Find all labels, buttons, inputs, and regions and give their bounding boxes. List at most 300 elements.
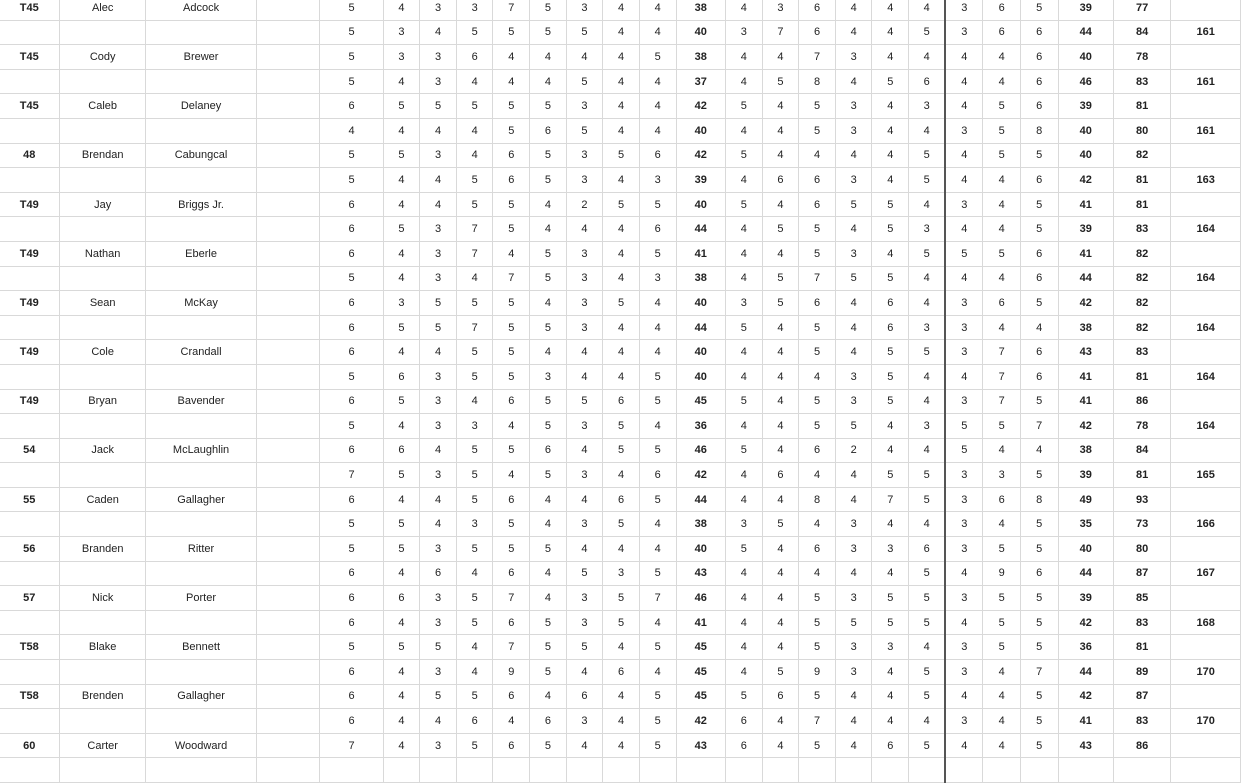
back-nine-total[interactable]: 44 (1058, 20, 1113, 45)
hole-16-score[interactable]: 3 (945, 0, 983, 20)
hole-12-score[interactable]: 8 (799, 69, 836, 94)
empty-cell[interactable] (257, 291, 320, 316)
hole-12-score[interactable]: 5 (799, 610, 836, 635)
hole-6-score[interactable]: 4 (530, 217, 567, 242)
hole-15-score[interactable]: 3 (909, 94, 946, 119)
front-nine-total[interactable]: 42 (676, 143, 726, 168)
tournament-total[interactable]: 164 (1171, 315, 1241, 340)
hole-3-score[interactable]: 3 (420, 217, 457, 242)
tournament-total[interactable] (1171, 45, 1241, 70)
hole-14-score[interactable]: 4 (872, 94, 909, 119)
hole-5-score[interactable] (493, 758, 530, 783)
front-nine-total[interactable]: 46 (676, 586, 726, 611)
hole-15-score[interactable]: 5 (909, 241, 946, 266)
hole-12-score[interactable]: 4 (799, 143, 836, 168)
back-nine-total[interactable]: 39 (1058, 94, 1113, 119)
hole-18-score[interactable]: 5 (1020, 463, 1058, 488)
hole-3-score[interactable]: 3 (420, 364, 457, 389)
tournament-total[interactable]: 166 (1171, 512, 1241, 537)
first-name-cell[interactable]: Jay (60, 192, 145, 217)
hole-8-score[interactable] (603, 758, 640, 783)
last-name-cell[interactable]: Bennett (145, 635, 256, 660)
empty-cell[interactable] (257, 438, 320, 463)
hole-18-score[interactable]: 5 (1020, 610, 1058, 635)
hole-2-score[interactable]: 4 (383, 487, 420, 512)
hole-18-score[interactable]: 5 (1020, 291, 1058, 316)
hole-6-score[interactable]: 5 (530, 94, 567, 119)
hole-13-score[interactable]: 3 (835, 118, 872, 143)
hole-4-score[interactable]: 5 (456, 291, 493, 316)
round-total[interactable]: 83 (1113, 610, 1170, 635)
hole-1-score[interactable]: 5 (320, 69, 383, 94)
front-nine-total[interactable]: 40 (676, 291, 726, 316)
hole-4-score[interactable]: 3 (456, 0, 493, 20)
hole-13-score[interactable]: 4 (835, 684, 872, 709)
hole-8-score[interactable]: 5 (603, 512, 640, 537)
first-name-cell[interactable]: Nick (60, 586, 145, 611)
hole-4-score[interactable]: 5 (456, 610, 493, 635)
last-name-cell[interactable] (145, 709, 256, 734)
hole-7-score[interactable]: 3 (566, 266, 603, 291)
hole-7-score[interactable]: 3 (566, 610, 603, 635)
front-nine-total[interactable]: 45 (676, 660, 726, 685)
position-cell[interactable] (0, 758, 60, 783)
hole-2-score[interactable]: 4 (383, 340, 420, 365)
position-cell[interactable]: T45 (0, 0, 60, 20)
hole-11-score[interactable]: 4 (762, 94, 799, 119)
hole-13-score[interactable]: 4 (835, 69, 872, 94)
hole-3-score[interactable]: 5 (420, 315, 457, 340)
hole-16-score[interactable]: 4 (945, 168, 983, 193)
hole-1-score[interactable]: 5 (320, 20, 383, 45)
hole-2-score[interactable]: 5 (383, 463, 420, 488)
hole-3-score[interactable]: 3 (420, 586, 457, 611)
first-name-cell[interactable]: Branden (60, 537, 145, 562)
hole-8-score[interactable]: 4 (603, 537, 640, 562)
first-name-cell[interactable] (60, 660, 145, 685)
front-nine-total[interactable]: 42 (676, 94, 726, 119)
hole-18-score[interactable]: 5 (1020, 586, 1058, 611)
hole-15-score[interactable]: 4 (909, 512, 946, 537)
hole-10-score[interactable]: 5 (726, 537, 763, 562)
round-total[interactable]: 82 (1113, 143, 1170, 168)
hole-1-score[interactable]: 6 (320, 340, 383, 365)
hole-1-score[interactable]: 5 (320, 143, 383, 168)
hole-13-score[interactable]: 2 (835, 438, 872, 463)
last-name-cell[interactable]: Woodward (145, 733, 256, 758)
hole-9-score[interactable]: 5 (639, 709, 676, 734)
hole-16-score[interactable]: 4 (945, 143, 983, 168)
front-nine-total[interactable]: 37 (676, 69, 726, 94)
last-name-cell[interactable] (145, 660, 256, 685)
hole-1-score[interactable]: 5 (320, 266, 383, 291)
empty-cell[interactable] (257, 389, 320, 414)
hole-17-score[interactable] (983, 758, 1021, 783)
hole-4-score[interactable]: 6 (456, 45, 493, 70)
position-cell[interactable] (0, 463, 60, 488)
hole-10-score[interactable]: 5 (726, 192, 763, 217)
hole-11-score[interactable]: 4 (762, 610, 799, 635)
hole-3-score[interactable]: 3 (420, 69, 457, 94)
last-name-cell[interactable] (145, 561, 256, 586)
hole-9-score[interactable]: 4 (639, 20, 676, 45)
hole-11-score[interactable]: 4 (762, 118, 799, 143)
first-name-cell[interactable] (60, 20, 145, 45)
tournament-total[interactable] (1171, 241, 1241, 266)
hole-6-score[interactable]: 5 (530, 610, 567, 635)
first-name-cell[interactable]: Nathan (60, 241, 145, 266)
hole-13-score[interactable]: 3 (835, 660, 872, 685)
hole-9-score[interactable]: 4 (639, 118, 676, 143)
position-cell[interactable] (0, 414, 60, 439)
empty-cell[interactable] (257, 94, 320, 119)
tournament-total[interactable] (1171, 143, 1241, 168)
empty-cell[interactable] (257, 733, 320, 758)
hole-14-score[interactable]: 5 (872, 610, 909, 635)
hole-12-score[interactable]: 6 (799, 168, 836, 193)
hole-5-score[interactable]: 5 (493, 291, 530, 316)
hole-13-score[interactable]: 3 (835, 241, 872, 266)
hole-18-score[interactable]: 6 (1020, 561, 1058, 586)
hole-16-score[interactable]: 3 (945, 586, 983, 611)
hole-7-score[interactable]: 5 (566, 118, 603, 143)
front-nine-total[interactable]: 40 (676, 192, 726, 217)
hole-10-score[interactable]: 4 (726, 266, 763, 291)
hole-8-score[interactable]: 4 (603, 118, 640, 143)
hole-1-score[interactable]: 6 (320, 561, 383, 586)
hole-11-score[interactable]: 5 (762, 266, 799, 291)
hole-11-score[interactable]: 5 (762, 69, 799, 94)
last-name-cell[interactable] (145, 364, 256, 389)
hole-10-score[interactable]: 5 (726, 389, 763, 414)
hole-2-score[interactable]: 5 (383, 143, 420, 168)
hole-8-score[interactable]: 6 (603, 660, 640, 685)
hole-15-score[interactable]: 5 (909, 143, 946, 168)
hole-4-score[interactable]: 5 (456, 537, 493, 562)
hole-16-score[interactable]: 4 (945, 610, 983, 635)
empty-cell[interactable] (257, 0, 320, 20)
hole-12-score[interactable]: 5 (799, 586, 836, 611)
hole-18-score[interactable]: 5 (1020, 684, 1058, 709)
front-nine-total[interactable]: 44 (676, 217, 726, 242)
hole-4-score[interactable]: 4 (456, 266, 493, 291)
hole-1-score[interactable]: 5 (320, 537, 383, 562)
empty-cell[interactable] (257, 487, 320, 512)
round-total[interactable]: 81 (1113, 364, 1170, 389)
hole-18-score[interactable]: 4 (1020, 438, 1058, 463)
last-name-cell[interactable]: Gallagher (145, 684, 256, 709)
hole-6-score[interactable]: 6 (530, 118, 567, 143)
position-cell[interactable] (0, 709, 60, 734)
hole-12-score[interactable]: 6 (799, 291, 836, 316)
hole-14-score[interactable] (872, 758, 909, 783)
hole-11-score[interactable]: 4 (762, 389, 799, 414)
empty-cell[interactable] (257, 758, 320, 783)
hole-9-score[interactable]: 4 (639, 414, 676, 439)
front-nine-total[interactable]: 40 (676, 20, 726, 45)
back-nine-total[interactable]: 40 (1058, 143, 1113, 168)
hole-7-score[interactable]: 4 (566, 537, 603, 562)
hole-13-score[interactable]: 4 (835, 315, 872, 340)
round-total[interactable]: 78 (1113, 414, 1170, 439)
hole-18-score[interactable]: 5 (1020, 512, 1058, 537)
hole-16-score[interactable]: 3 (945, 315, 983, 340)
hole-6-score[interactable]: 4 (530, 561, 567, 586)
round-total[interactable]: 81 (1113, 192, 1170, 217)
hole-9-score[interactable]: 5 (639, 192, 676, 217)
hole-6-score[interactable]: 4 (530, 45, 567, 70)
front-nine-total[interactable]: 40 (676, 118, 726, 143)
hole-13-score[interactable]: 4 (835, 217, 872, 242)
hole-12-score[interactable]: 9 (799, 660, 836, 685)
position-cell[interactable]: 55 (0, 487, 60, 512)
empty-cell[interactable] (257, 266, 320, 291)
hole-7-score[interactable]: 3 (566, 315, 603, 340)
hole-16-score[interactable]: 5 (945, 241, 983, 266)
front-nine-total[interactable]: 40 (676, 364, 726, 389)
hole-2-score[interactable]: 3 (383, 45, 420, 70)
hole-6-score[interactable]: 5 (530, 389, 567, 414)
hole-7-score[interactable]: 3 (566, 241, 603, 266)
last-name-cell[interactable]: Cabungcal (145, 143, 256, 168)
hole-2-score[interactable]: 4 (383, 660, 420, 685)
front-nine-total[interactable]: 46 (676, 438, 726, 463)
tournament-total[interactable]: 164 (1171, 364, 1241, 389)
hole-13-score[interactable]: 4 (835, 340, 872, 365)
hole-9-score[interactable]: 5 (639, 635, 676, 660)
hole-1-score[interactable]: 6 (320, 438, 383, 463)
hole-7-score[interactable]: 3 (566, 414, 603, 439)
tournament-total[interactable] (1171, 192, 1241, 217)
position-cell[interactable] (0, 364, 60, 389)
front-nine-total[interactable]: 43 (676, 733, 726, 758)
back-nine-total[interactable]: 38 (1058, 315, 1113, 340)
hole-16-score[interactable]: 3 (945, 512, 983, 537)
hole-13-score[interactable]: 3 (835, 168, 872, 193)
round-total[interactable]: 82 (1113, 241, 1170, 266)
hole-15-score[interactable]: 6 (909, 537, 946, 562)
hole-9-score[interactable]: 5 (639, 684, 676, 709)
empty-cell[interactable] (257, 315, 320, 340)
hole-7-score[interactable]: 3 (566, 94, 603, 119)
round-total[interactable]: 87 (1113, 561, 1170, 586)
first-name-cell[interactable]: Caleb (60, 94, 145, 119)
tournament-total[interactable] (1171, 733, 1241, 758)
hole-9-score[interactable]: 5 (639, 733, 676, 758)
hole-12-score[interactable]: 7 (799, 45, 836, 70)
hole-9-score[interactable]: 5 (639, 241, 676, 266)
round-total[interactable]: 83 (1113, 217, 1170, 242)
last-name-cell[interactable]: Gallagher (145, 487, 256, 512)
hole-11-score[interactable]: 4 (762, 241, 799, 266)
front-nine-total[interactable]: 45 (676, 684, 726, 709)
hole-1-score[interactable]: 5 (320, 512, 383, 537)
hole-6-score[interactable]: 4 (530, 192, 567, 217)
last-name-cell[interactable] (145, 758, 256, 783)
hole-4-score[interactable]: 4 (456, 635, 493, 660)
front-nine-total[interactable]: 38 (676, 512, 726, 537)
empty-cell[interactable] (257, 537, 320, 562)
first-name-cell[interactable]: Brendan (60, 143, 145, 168)
hole-7-score[interactable]: 3 (566, 291, 603, 316)
hole-18-score[interactable]: 6 (1020, 364, 1058, 389)
hole-8-score[interactable]: 5 (603, 143, 640, 168)
hole-8-score[interactable]: 4 (603, 0, 640, 20)
hole-16-score[interactable]: 3 (945, 389, 983, 414)
hole-17-score[interactable]: 5 (983, 118, 1021, 143)
position-cell[interactable] (0, 660, 60, 685)
back-nine-total[interactable]: 42 (1058, 168, 1113, 193)
hole-2-score[interactable]: 4 (383, 69, 420, 94)
hole-4-score[interactable]: 4 (456, 389, 493, 414)
hole-17-score[interactable]: 7 (983, 340, 1021, 365)
hole-18-score[interactable]: 6 (1020, 241, 1058, 266)
hole-3-score[interactable]: 3 (420, 660, 457, 685)
position-cell[interactable] (0, 69, 60, 94)
last-name-cell[interactable] (145, 217, 256, 242)
front-nine-total[interactable]: 45 (676, 635, 726, 660)
hole-9-score[interactable]: 5 (639, 364, 676, 389)
hole-12-score[interactable]: 5 (799, 684, 836, 709)
hole-10-score[interactable] (726, 758, 763, 783)
hole-13-score[interactable]: 3 (835, 45, 872, 70)
hole-4-score[interactable]: 5 (456, 487, 493, 512)
hole-16-score[interactable]: 4 (945, 561, 983, 586)
hole-6-score[interactable]: 4 (530, 291, 567, 316)
hole-5-score[interactable]: 5 (493, 217, 530, 242)
hole-4-score[interactable]: 3 (456, 512, 493, 537)
hole-11-score[interactable]: 4 (762, 192, 799, 217)
position-cell[interactable]: T49 (0, 241, 60, 266)
front-nine-total[interactable]: 42 (676, 709, 726, 734)
hole-1-score[interactable]: 6 (320, 192, 383, 217)
hole-12-score[interactable]: 5 (799, 118, 836, 143)
hole-11-score[interactable]: 4 (762, 709, 799, 734)
hole-4-score[interactable]: 6 (456, 709, 493, 734)
hole-9-score[interactable]: 4 (639, 0, 676, 20)
hole-14-score[interactable]: 3 (872, 537, 909, 562)
hole-11-score[interactable]: 4 (762, 340, 799, 365)
hole-10-score[interactable]: 4 (726, 610, 763, 635)
back-nine-total[interactable]: 42 (1058, 610, 1113, 635)
hole-4-score[interactable] (456, 758, 493, 783)
hole-18-score[interactable]: 5 (1020, 217, 1058, 242)
hole-10-score[interactable]: 3 (726, 20, 763, 45)
hole-18-score[interactable]: 5 (1020, 635, 1058, 660)
tournament-total[interactable] (1171, 340, 1241, 365)
first-name-cell[interactable] (60, 69, 145, 94)
hole-2-score[interactable]: 5 (383, 389, 420, 414)
hole-7-score[interactable]: 2 (566, 192, 603, 217)
hole-12-score[interactable]: 6 (799, 192, 836, 217)
back-nine-total[interactable]: 46 (1058, 69, 1113, 94)
hole-13-score[interactable]: 4 (835, 561, 872, 586)
back-nine-total[interactable]: 40 (1058, 45, 1113, 70)
position-cell[interactable] (0, 610, 60, 635)
hole-8-score[interactable]: 4 (603, 241, 640, 266)
hole-16-score[interactable]: 4 (945, 266, 983, 291)
hole-5-score[interactable]: 6 (493, 168, 530, 193)
hole-8-score[interactable]: 4 (603, 20, 640, 45)
hole-11-score[interactable]: 5 (762, 512, 799, 537)
hole-6-score[interactable]: 5 (530, 266, 567, 291)
empty-cell[interactable] (257, 684, 320, 709)
hole-8-score[interactable]: 6 (603, 487, 640, 512)
hole-17-score[interactable]: 4 (983, 69, 1021, 94)
round-total[interactable]: 81 (1113, 635, 1170, 660)
hole-6-score[interactable]: 5 (530, 463, 567, 488)
hole-12-score[interactable]: 5 (799, 414, 836, 439)
round-total[interactable]: 73 (1113, 512, 1170, 537)
hole-3-score[interactable] (420, 758, 457, 783)
hole-17-score[interactable]: 4 (983, 709, 1021, 734)
hole-10-score[interactable]: 4 (726, 340, 763, 365)
hole-2-score[interactable]: 6 (383, 364, 420, 389)
hole-9-score[interactable]: 5 (639, 487, 676, 512)
empty-cell[interactable] (257, 414, 320, 439)
hole-7-score[interactable]: 5 (566, 69, 603, 94)
hole-10-score[interactable]: 5 (726, 315, 763, 340)
hole-2-score[interactable]: 4 (383, 414, 420, 439)
hole-11-score[interactable]: 4 (762, 315, 799, 340)
empty-cell[interactable] (257, 364, 320, 389)
last-name-cell[interactable] (145, 69, 256, 94)
hole-17-score[interactable]: 7 (983, 389, 1021, 414)
hole-14-score[interactable]: 7 (872, 487, 909, 512)
hole-12-score[interactable]: 4 (799, 561, 836, 586)
position-cell[interactable]: 60 (0, 733, 60, 758)
hole-8-score[interactable]: 4 (603, 69, 640, 94)
hole-6-score[interactable]: 5 (530, 168, 567, 193)
empty-cell[interactable] (257, 660, 320, 685)
hole-14-score[interactable]: 6 (872, 733, 909, 758)
tournament-total[interactable]: 161 (1171, 69, 1241, 94)
hole-4-score[interactable]: 4 (456, 69, 493, 94)
hole-4-score[interactable]: 3 (456, 414, 493, 439)
hole-2-score[interactable] (383, 758, 420, 783)
front-nine-total[interactable]: 44 (676, 315, 726, 340)
tournament-total[interactable] (1171, 94, 1241, 119)
round-total[interactable]: 80 (1113, 118, 1170, 143)
hole-8-score[interactable]: 5 (603, 586, 640, 611)
hole-6-score[interactable]: 5 (530, 537, 567, 562)
hole-13-score[interactable]: 3 (835, 586, 872, 611)
hole-9-score[interactable]: 4 (639, 660, 676, 685)
hole-1-score[interactable] (320, 758, 383, 783)
hole-15-score[interactable]: 4 (909, 45, 946, 70)
hole-3-score[interactable]: 4 (420, 512, 457, 537)
hole-17-score[interactable]: 4 (983, 438, 1021, 463)
hole-14-score[interactable]: 4 (872, 709, 909, 734)
empty-cell[interactable] (257, 635, 320, 660)
front-nine-total[interactable]: 41 (676, 610, 726, 635)
hole-3-score[interactable]: 3 (420, 733, 457, 758)
hole-7-score[interactable]: 5 (566, 20, 603, 45)
hole-4-score[interactable]: 4 (456, 561, 493, 586)
hole-13-score[interactable]: 3 (835, 364, 872, 389)
tournament-total[interactable]: 167 (1171, 561, 1241, 586)
empty-cell[interactable] (257, 118, 320, 143)
hole-8-score[interactable]: 4 (603, 364, 640, 389)
hole-3-score[interactable]: 4 (420, 709, 457, 734)
round-total[interactable]: 85 (1113, 586, 1170, 611)
hole-1-score[interactable]: 5 (320, 168, 383, 193)
tournament-total[interactable]: 161 (1171, 20, 1241, 45)
hole-11-score[interactable]: 4 (762, 143, 799, 168)
front-nine-total[interactable]: 40 (676, 340, 726, 365)
hole-6-score[interactable]: 4 (530, 512, 567, 537)
tournament-total[interactable]: 163 (1171, 168, 1241, 193)
